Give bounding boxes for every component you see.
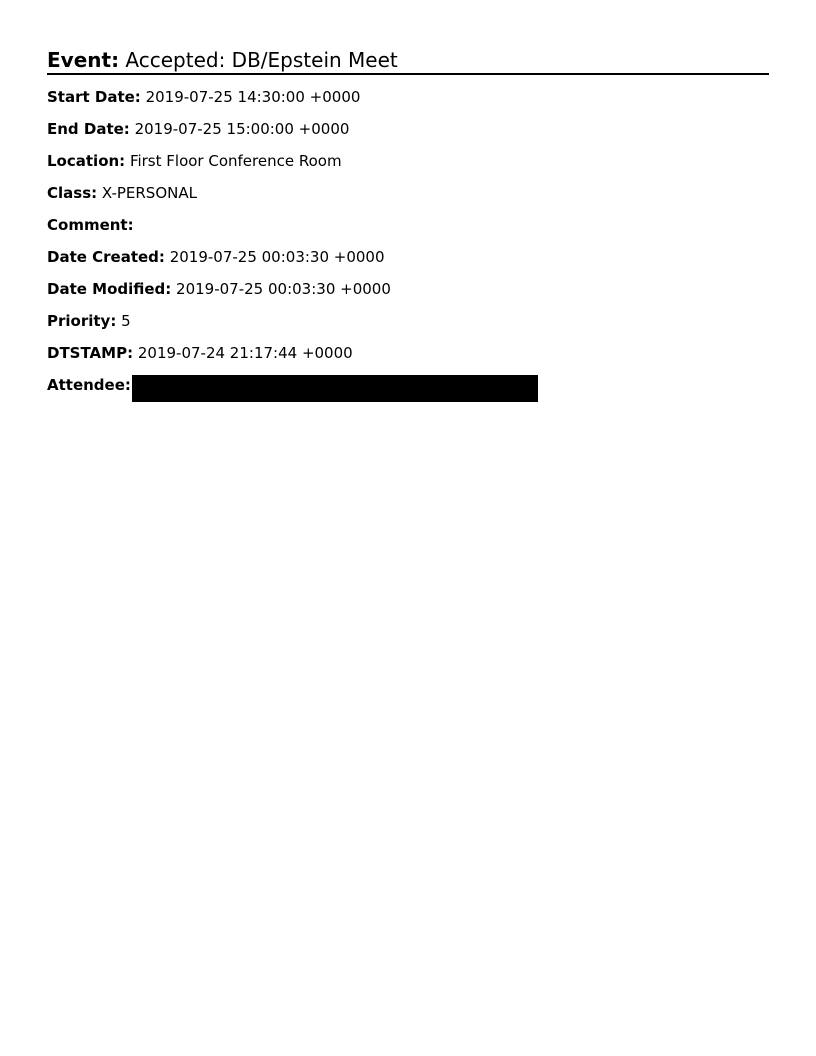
field-date-modified bbox=[47, 278, 391, 300]
location-label: Location: bbox=[47, 152, 126, 170]
priority-label: Priority: bbox=[47, 312, 117, 330]
event-label: Event: bbox=[47, 48, 120, 72]
field-attendee bbox=[47, 374, 538, 404]
field-priority bbox=[47, 310, 131, 332]
date-modified-value: 2019-07-25 00:03:30 +0000 bbox=[171, 280, 391, 298]
priority-value: 5 bbox=[116, 312, 131, 330]
start-date-label: Start Date: bbox=[47, 88, 141, 106]
date-created-label: Date Created: bbox=[47, 248, 165, 266]
field-dtstamp bbox=[47, 342, 353, 364]
field-start-date bbox=[47, 86, 360, 108]
class-value: X-PERSONAL bbox=[97, 184, 197, 202]
event-title bbox=[47, 47, 769, 75]
end-date-value: 2019-07-25 15:00:00 +0000 bbox=[129, 120, 350, 138]
event-value: Accepted: DB/Epstein Meet bbox=[119, 48, 398, 72]
field-end-date bbox=[47, 118, 349, 140]
field-comment bbox=[47, 214, 134, 236]
end-date-label: End Date: bbox=[47, 120, 130, 138]
start-date-value: 2019-07-25 14:30:00 +0000 bbox=[140, 88, 361, 106]
field-date-created bbox=[47, 246, 385, 268]
dtstamp-label: DTSTAMP: bbox=[47, 344, 134, 362]
class-label: Class: bbox=[47, 184, 98, 202]
attendee-redaction-block bbox=[132, 375, 538, 402]
comment-label: Comment: bbox=[47, 216, 134, 234]
field-class bbox=[47, 182, 197, 204]
location-value: First Floor Conference Room bbox=[125, 152, 342, 170]
dtstamp-value: 2019-07-24 21:17:44 +0000 bbox=[133, 344, 353, 362]
attendee-label: Attendee: bbox=[47, 376, 131, 394]
date-modified-label: Date Modified: bbox=[47, 280, 172, 298]
date-created-value: 2019-07-25 00:03:30 +0000 bbox=[164, 248, 385, 266]
field-location bbox=[47, 150, 342, 172]
